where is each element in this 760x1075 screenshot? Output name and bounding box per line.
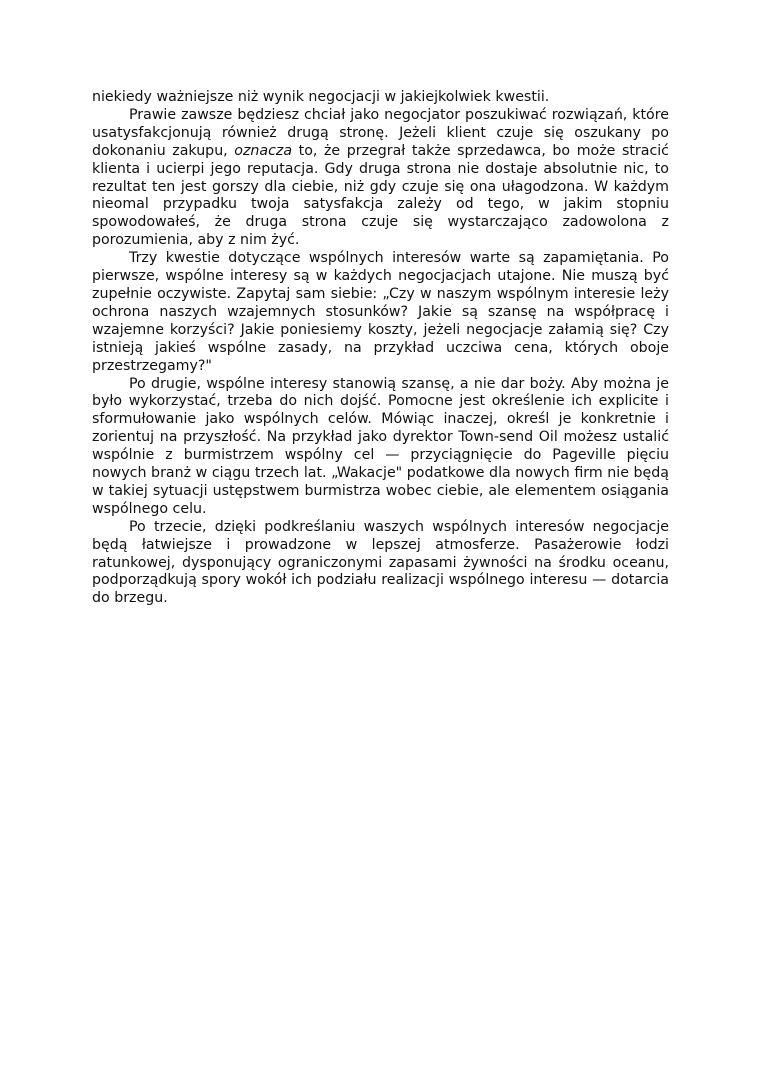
emphasized-word: oznacza: [234, 142, 293, 159]
body-text: [92, 89, 669, 608]
paragraph-2: [92, 107, 669, 250]
paragraph-text: Prawie zawsze będziesz chciał jako negocjator poszukiwać rozwiązań, które usatysfakcjonują również drugą stronę. Jeżeli klient czuje się oszukany po dokonaniu zakupu,: [92, 106, 669, 159]
paragraph-1: [92, 89, 669, 107]
paragraph-text: niekiedy ważniejsze niż wynik negocjacji w jakiejkolwiek kwestii.: [92, 89, 550, 105]
paragraph-3: [92, 250, 669, 375]
paragraph-text: Po drugie, wspólne interesy stanowią szansę, a nie dar boży. Aby można je było wykorzystać, trzeba do nich dojść. Pomocne jest określenie ich explicite i sformułowanie jako wspólnych celów. Mówiąc inaczej, określ je konkretnie i zorientuj na przyszłość. Na przykład jako dyrektor Town-send Oil możesz ustalić wspólnie z burmistrzem wspólny cel — przyciągnięcie do Pageville pięciu nowych branż w ciągu trzech lat. „Wakacje" podatkowe dla nowych firm nie będą w takiej sytuacji ustępstwem burmistrza wobec ciebie, ale elementem osiągania wspólnego celu.: [92, 375, 669, 517]
paragraph-text: Po trzecie, dzięki podkreślaniu waszych wspólnych interesów negocjacje będą łatwiejsze i prowadzone w lepszej atmosferze. Pasażerowie łodzi ratunkowej, dysponujący ograniczonymi zapasami żywności na środku oceanu, podporządkują spory wokół ich podziału realizacji wspólnego interesu — dotarcia do brzegu.: [92, 518, 669, 607]
paragraph-4: [92, 376, 669, 519]
paragraph-text: to, że przegrał także sprzedawca, bo może stracić klienta i ucierpi jego reputacja. Gdy druga strona nie dostaje absolutnie nic, to rezultat ten jest gorszy dla ciebie, niż gdy czuje się ona ułagodzona. W każdym nieomal przypadku twoja satysfakcja zależy od tego, w jakim stopniu spowodowałeś, że druga strona czuje się wystarczająco zadowolona z porozumienia, aby z nim żyć.: [92, 142, 669, 249]
paragraph-5: [92, 519, 669, 609]
paragraph-text: Trzy kwestie dotyczące wspólnych interesów warte są zapamiętania. Po pierwsze, wspólne interesy są w każdych negocjacjach utajone. Nie muszą być zupełnie oczywiste. Zapytaj sam siebie: „Czy w naszym wspólnym interesie leży ochrona naszych wzajemnych stosunków? Jakie są szansę na współpracę i wzajemne korzyści? Jakie poniesiemy koszty, jeżeli negocjacje załamią się? Czy istnieją jakieś wspólne zasady, na przykład uczciwa cena, których oboje przestrzegamy?": [92, 250, 669, 374]
